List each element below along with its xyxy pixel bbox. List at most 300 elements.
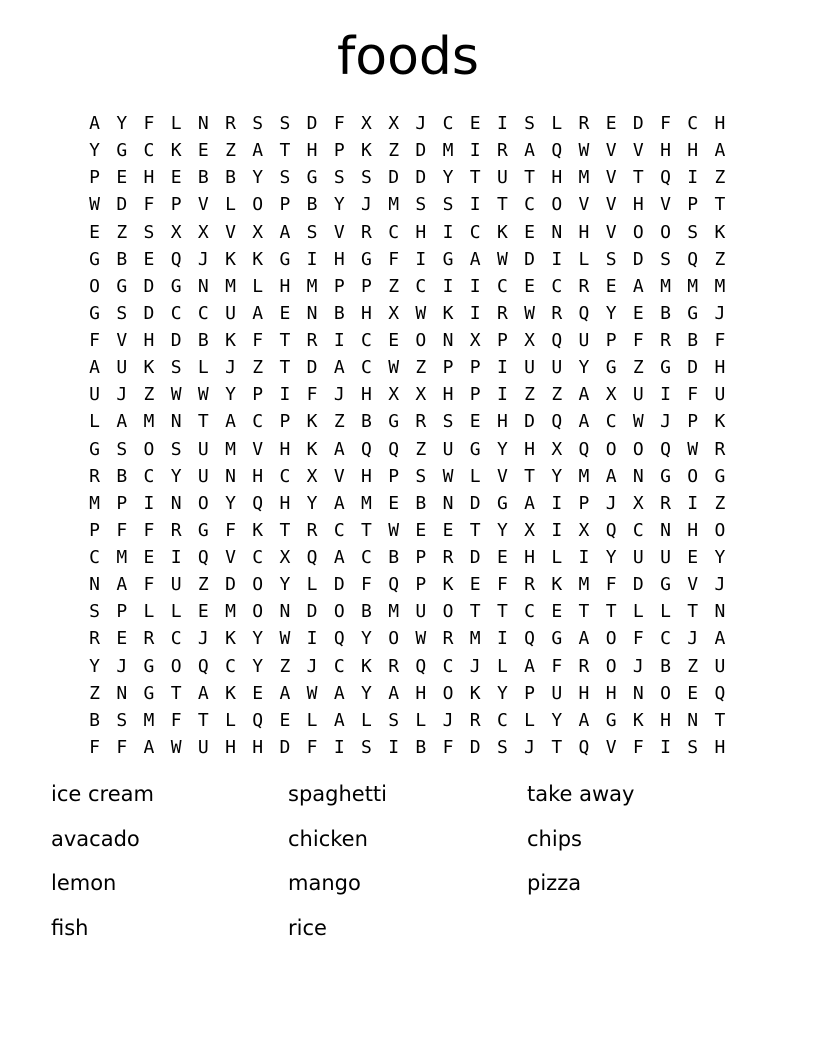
grid-letter: I [279, 384, 291, 406]
grid-row [81, 327, 734, 354]
grid-letter: J [524, 736, 536, 758]
grid-letter: I [660, 736, 671, 758]
grid-letter: E [442, 519, 454, 541]
grid-letter: C [143, 140, 155, 162]
grid-letter: Q [714, 682, 726, 704]
grid-letter: Z [197, 574, 209, 596]
grid-letter: T [469, 167, 481, 189]
grid-letter: R [551, 302, 563, 324]
grid-letter: E [551, 601, 563, 623]
grid-letter: H [551, 167, 563, 189]
grid-letter: M [660, 275, 671, 297]
grid-letter: C [469, 221, 481, 243]
grid-letter: T [605, 601, 617, 623]
grid-row [81, 707, 734, 734]
grid-letter: I [333, 330, 345, 351]
grid-letter: R [89, 628, 101, 650]
grid-row [81, 381, 734, 408]
grid-letter: Z [415, 357, 427, 379]
grid-letter: N [551, 221, 563, 243]
grid-letter: M [225, 601, 236, 623]
grid-letter: R [388, 655, 400, 677]
grid-letter: S [496, 736, 508, 758]
grid-letter: K [714, 221, 726, 243]
grid-letter: P [333, 140, 345, 162]
grid-letter: O [89, 275, 101, 297]
grid-letter: J [197, 628, 209, 650]
grid-letter: R [170, 519, 182, 541]
grid-letter: P [279, 411, 291, 433]
grid-letter: S [279, 167, 291, 189]
grid-letter: E [632, 302, 644, 324]
grid-letter: L [170, 601, 182, 623]
grid-letter: O [687, 465, 699, 487]
grid-letter: J [361, 194, 372, 216]
grid-letter: X [524, 330, 536, 351]
grid-letter: I [660, 384, 671, 406]
grid-letter: U [415, 601, 427, 623]
grid-letter: A [333, 492, 345, 514]
grid-letter: C [170, 628, 182, 650]
grid-letter: I [306, 628, 318, 650]
grid-letter: Z [89, 682, 101, 704]
grid-letter: D [225, 574, 236, 596]
grid-letter: N [306, 302, 318, 324]
grid-letter: H [361, 302, 372, 324]
grid-letter: R [496, 140, 508, 162]
grid-letter: A [333, 709, 345, 731]
grid-letter: R [89, 465, 101, 487]
grid-letter: J [415, 113, 427, 134]
grid-letter: F [632, 628, 644, 650]
grid-letter: K [469, 682, 481, 704]
grid-letter: M [361, 492, 372, 514]
grid-letter: Z [687, 655, 699, 677]
grid-letter: Z [714, 167, 726, 189]
grid-letter: U [524, 357, 536, 379]
grid-letter: Q [551, 330, 563, 351]
grid-letter: H [524, 547, 536, 568]
grid-letter: G [660, 574, 671, 596]
grid-letter: T [551, 736, 563, 758]
grid-letter: F [143, 519, 155, 541]
grid-row [81, 191, 734, 218]
grid-letter: I [687, 492, 699, 514]
grid-row [81, 354, 734, 381]
grid-letter: M [143, 411, 155, 433]
grid-letter: W [496, 248, 508, 270]
grid-letter: B [306, 194, 318, 216]
grid-letter: N [279, 601, 291, 623]
grid-letter: J [469, 655, 481, 677]
grid-letter: L [170, 113, 182, 134]
grid-letter: B [333, 302, 345, 324]
grid-letter: L [469, 465, 481, 487]
grid-letter: E [279, 709, 291, 731]
grid-letter: Q [197, 547, 209, 568]
grid-letter: C [333, 655, 345, 677]
grid-letter: I [687, 167, 699, 189]
grid-letter: G [89, 438, 101, 460]
grid-letter: C [252, 411, 264, 433]
grid-letter: U [632, 547, 644, 568]
grid-letter: I [415, 248, 427, 270]
grid-letter: F [116, 736, 128, 758]
grid-letter: F [632, 330, 644, 351]
grid-letter: H [605, 682, 617, 704]
grid-letter: S [361, 736, 372, 758]
grid-letter: G [605, 709, 617, 731]
grid-letter: Q [197, 655, 209, 677]
grid-letter: R [306, 519, 318, 541]
grid-letter: D [415, 167, 427, 189]
grid-letter: F [170, 709, 182, 731]
grid-letter: S [306, 221, 318, 243]
grid-letter: Y [361, 682, 372, 704]
grid-letter: M [578, 465, 590, 487]
grid-letter: T [496, 194, 508, 216]
grid-letter: O [605, 628, 617, 650]
grid-letter: K [170, 140, 182, 162]
grid-letter: J [197, 248, 209, 270]
grid-row [81, 110, 734, 137]
grid-letter: T [714, 194, 726, 216]
grid-letter: F [714, 330, 726, 351]
grid-letter: X [306, 465, 318, 487]
grid-letter: T [632, 167, 644, 189]
grid-letter: I [306, 248, 318, 270]
grid-letter: D [687, 357, 699, 379]
grid-letter: H [632, 194, 644, 216]
grid-letter: I [469, 275, 481, 297]
grid-letter: G [361, 248, 372, 270]
grid-letter: O [388, 628, 400, 650]
grid-row [81, 653, 734, 680]
grid-letter: K [252, 248, 264, 270]
grid-letter: A [143, 736, 155, 758]
grid-letter: J [660, 411, 671, 433]
grid-row [81, 571, 734, 598]
grid-letter: Q [252, 492, 264, 514]
grid-letter: B [197, 167, 209, 189]
grid-letter: Y [306, 492, 318, 514]
grid-letter: J [714, 302, 726, 324]
grid-letter: H [714, 113, 726, 134]
grid-letter: E [116, 167, 128, 189]
grid-letter: C [687, 113, 699, 134]
grid-letter: W [89, 194, 101, 216]
grid-letter: G [279, 248, 291, 270]
grid-letter: P [605, 330, 617, 351]
grid-letter: E [170, 167, 182, 189]
grid-letter: R [496, 302, 508, 324]
grid-letter: W [442, 465, 454, 487]
grid-letter: N [442, 330, 454, 351]
grid-letter: B [660, 302, 671, 324]
grid-letter: U [578, 330, 590, 351]
grid-letter: Q [252, 709, 264, 731]
grid-letter: O [605, 438, 617, 460]
grid-letter: K [252, 519, 264, 541]
grid-letter: R [578, 655, 590, 677]
grid-letter: C [361, 547, 372, 568]
word-list-item: chicken [288, 826, 368, 851]
grid-letter: B [660, 655, 671, 677]
grid-letter: H [660, 140, 671, 162]
grid-letter: M [687, 275, 699, 297]
grid-letter: E [197, 140, 209, 162]
grid-letter: D [415, 140, 427, 162]
grid-letter: X [524, 519, 536, 541]
grid-letter: P [116, 601, 128, 623]
grid-letter: L [551, 547, 563, 568]
grid-letter: T [469, 519, 481, 541]
grid-letter: V [605, 167, 617, 189]
grid-letter: S [605, 248, 617, 270]
grid-letter: G [116, 140, 128, 162]
grid-letter: R [578, 275, 590, 297]
grid-letter: E [524, 221, 536, 243]
grid-letter: O [442, 601, 454, 623]
word-list-item: take away [527, 782, 635, 806]
grid-letter: I [143, 492, 155, 514]
grid-letter: S [116, 302, 128, 324]
grid-letter: L [524, 709, 536, 731]
grid-letter: A [524, 655, 536, 677]
grid-letter: T [361, 519, 372, 541]
grid-letter: Z [143, 384, 155, 406]
grid-letter: S [660, 248, 671, 270]
grid-letter: N [687, 709, 699, 731]
grid-letter: N [197, 275, 209, 297]
grid-letter: R [524, 574, 536, 596]
grid-letter: I [469, 302, 481, 324]
grid-letter: G [143, 682, 155, 704]
grid-letter: P [469, 384, 481, 406]
grid-letter: M [388, 194, 400, 216]
grid-letter: E [388, 492, 400, 514]
grid-letter: K [442, 574, 454, 596]
grid-letter: X [632, 492, 644, 514]
grid-letter: T [197, 411, 209, 433]
grid-letter: T [197, 709, 209, 731]
grid-letter: I [551, 248, 563, 270]
grid-letter: A [469, 248, 481, 270]
grid-letter: C [279, 465, 291, 487]
grid-letter: I [469, 140, 481, 162]
grid-letter: T [279, 519, 291, 541]
grid-letter: M [225, 275, 236, 297]
grid-letter: U [551, 357, 563, 379]
grid-letter: E [605, 113, 617, 134]
grid-letter: Q [524, 628, 536, 650]
grid-letter: B [116, 465, 128, 487]
grid-letter: R [714, 438, 726, 460]
grid-letter: S [687, 736, 699, 758]
grid-letter: G [116, 275, 128, 297]
grid-letter: F [306, 384, 318, 406]
grid-letter: S [89, 601, 101, 623]
grid-letter: K [225, 682, 236, 704]
grid-letter: F [116, 519, 128, 541]
grid-letter: M [469, 628, 481, 650]
grid-letter: C [551, 275, 563, 297]
grid-letter: T [279, 330, 291, 351]
grid-letter: L [415, 709, 427, 731]
grid-letter: Q [578, 302, 590, 324]
grid-letter: V [605, 140, 617, 162]
grid-letter: F [89, 736, 101, 758]
grid-letter: P [415, 574, 427, 596]
word-list-item: mango [288, 871, 361, 896]
grid-letter: A [252, 140, 264, 162]
grid-letter: U [551, 682, 563, 704]
grid-letter: A [333, 682, 345, 704]
grid-letter: J [687, 628, 699, 650]
grid-row [81, 436, 734, 463]
grid-letter: P [578, 492, 590, 514]
grid-letter: V [578, 194, 590, 216]
grid-letter: Y [605, 547, 617, 568]
grid-letter: G [143, 655, 155, 677]
grid-letter: Q [388, 438, 400, 460]
grid-letter: D [524, 411, 536, 433]
grid-letter: I [469, 194, 481, 216]
grid-letter: H [524, 438, 536, 460]
grid-letter: P [524, 682, 536, 704]
grid-letter: G [89, 248, 101, 270]
grid-letter: Z [415, 438, 427, 460]
grid-letter: M [578, 167, 590, 189]
grid-letter: T [524, 465, 536, 487]
grid-letter: G [306, 167, 318, 189]
grid-letter: Z [225, 140, 236, 162]
grid-letter: V [116, 330, 128, 351]
grid-letter: P [361, 275, 372, 297]
grid-letter: J [225, 357, 236, 379]
grid-letter: O [333, 601, 345, 623]
grid-letter: P [415, 547, 427, 568]
grid-letter: V [632, 140, 644, 162]
grid-letter: T [578, 601, 590, 623]
grid-letter: I [496, 357, 508, 379]
grid-letter: P [388, 465, 400, 487]
grid-letter: M [306, 275, 318, 297]
grid-letter: K [225, 248, 236, 270]
grid-letter: L [143, 601, 155, 623]
grid-letter: C [496, 275, 508, 297]
grid-letter: N [660, 519, 671, 541]
grid-letter: U [116, 357, 128, 379]
grid-letter: Y [333, 194, 345, 216]
grid-letter: T [279, 357, 291, 379]
grid-letter: C [632, 519, 644, 541]
grid-letter: G [496, 492, 508, 514]
grid-letter: G [89, 302, 101, 324]
grid-letter: W [687, 438, 699, 460]
grid-letter: W [388, 357, 400, 379]
grid-letter: A [388, 682, 400, 704]
word-list [0, 779, 816, 979]
grid-letter: V [605, 221, 617, 243]
grid-letter: W [388, 519, 400, 541]
grid-letter: P [116, 492, 128, 514]
grid-letter: C [361, 330, 372, 351]
grid-letter: E [469, 574, 481, 596]
grid-letter: A [89, 357, 101, 379]
grid-letter: P [687, 411, 699, 433]
grid-letter: Q [333, 628, 345, 650]
grid-letter: C [660, 628, 671, 650]
grid-letter: L [225, 709, 236, 731]
grid-letter: G [660, 465, 671, 487]
grid-letter: F [252, 330, 264, 351]
grid-letter: H [225, 736, 236, 758]
grid-letter: D [469, 492, 481, 514]
grid-letter: L [306, 709, 318, 731]
grid-letter: J [333, 384, 345, 406]
grid-letter: M [714, 275, 726, 297]
grid-letter: H [279, 438, 291, 460]
grid-letter: E [605, 275, 617, 297]
grid-letter: Z [388, 140, 400, 162]
grid-letter: W [524, 302, 536, 324]
grid-letter: U [89, 384, 101, 406]
grid-letter: Z [551, 384, 563, 406]
grid-row [81, 273, 734, 300]
grid-letter: E [197, 601, 209, 623]
grid-letter: S [252, 113, 264, 134]
grid-letter: D [116, 194, 128, 216]
grid-letter: N [170, 411, 182, 433]
grid-letter: G [551, 628, 563, 650]
grid-letter: W [197, 384, 209, 406]
grid-letter: H [714, 357, 726, 379]
grid-letter: G [714, 465, 726, 487]
grid-letter: O [252, 194, 264, 216]
grid-letter: K [496, 221, 508, 243]
grid-letter: X [170, 221, 182, 243]
grid-row [81, 544, 734, 571]
grid-letter: E [469, 411, 481, 433]
grid-letter: Q [415, 655, 427, 677]
grid-letter: R [578, 113, 590, 134]
grid-letter: C [442, 655, 454, 677]
letter-grid [81, 110, 734, 761]
grid-row [81, 517, 734, 544]
grid-letter: R [361, 221, 372, 243]
grid-letter: P [496, 330, 508, 351]
grid-letter: F [361, 574, 372, 596]
grid-letter: A [197, 682, 209, 704]
grid-letter: V [197, 194, 209, 216]
grid-letter: C [442, 113, 454, 134]
grid-letter: G [388, 411, 400, 433]
grid-letter: Y [225, 384, 236, 406]
grid-letter: Q [388, 574, 400, 596]
word-list-item: pizza [527, 871, 582, 896]
grid-letter: H [496, 411, 508, 433]
grid-letter: Z [388, 275, 400, 297]
grid-letter: F [143, 113, 155, 134]
grid-letter: S [415, 194, 427, 216]
grid-letter: L [89, 411, 101, 433]
grid-letter: H [361, 384, 372, 406]
grid-letter: X [415, 384, 427, 406]
grid-letter: D [632, 574, 644, 596]
grid-letter: W [306, 682, 318, 704]
word-list-column [288, 779, 387, 957]
